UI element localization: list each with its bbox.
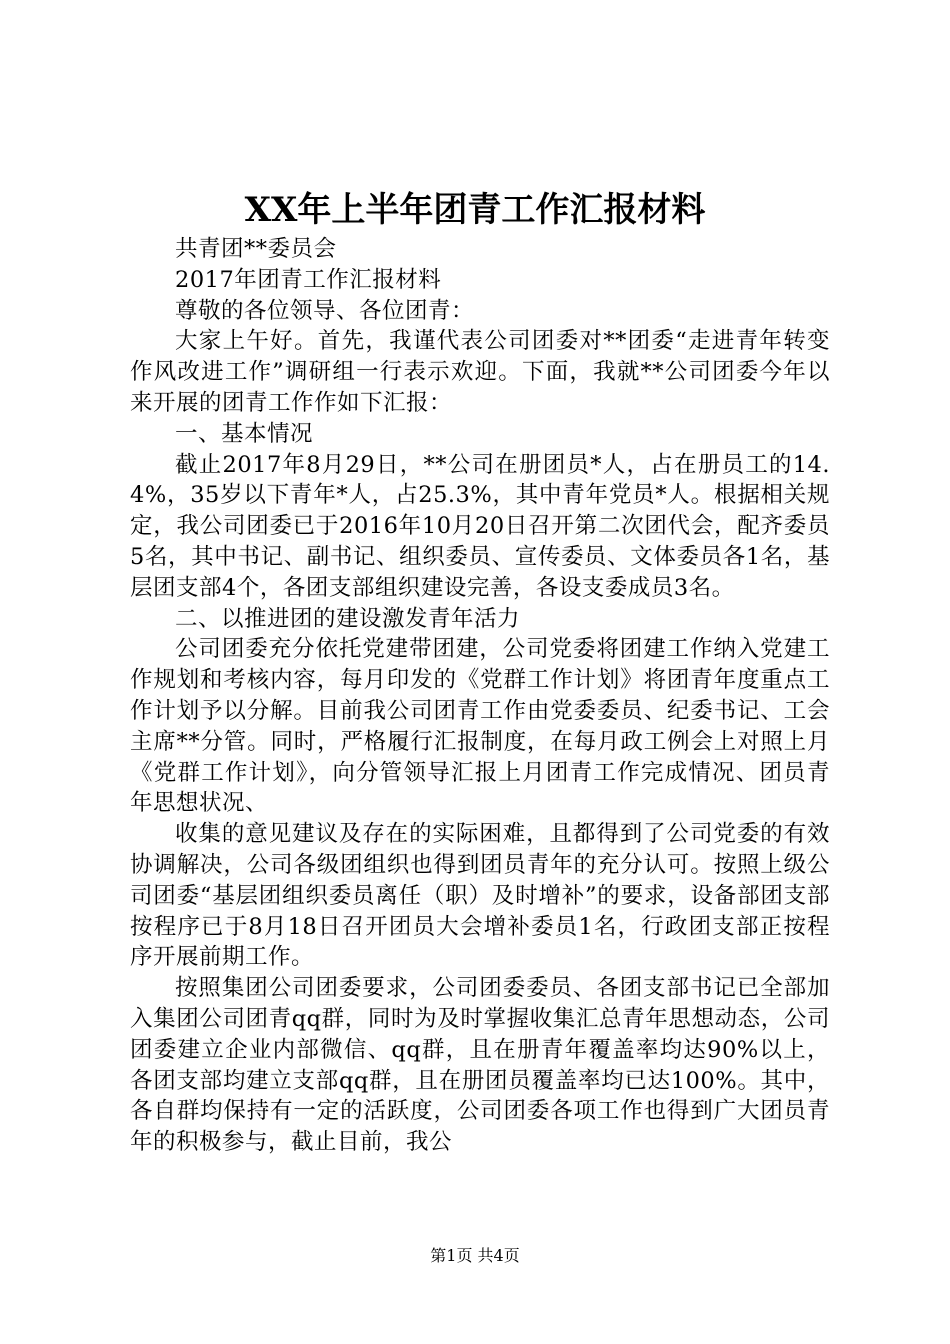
paragraph-team-building-3: 按照集团公司团委要求，公司团委委员、各团支部书记已全部加入集团公司团青qq群，同时为及时掌握收集汇总青年思想动态，公司团委建立企业内部微信、qq群，且在册青年覆盖率均达90%以上，各团支部均建立支部qq群，且在册团员覆盖率均已达100%。其中，各自群均保持有一定的活跃度，公司团委各项工作也得到广大团员青年的积极参与，截止目前，我公 <box>130 975 830 1156</box>
section-heading-basic-situation: 一、基本情况 <box>175 420 314 447</box>
paragraph-opening: 大家上午好。首先，我谨代表公司团委对**团委“走进青年转变作风改进工作”调研组一行表示欢迎。下面，我就**公司团委今年以来开展的团青工作作如下汇报： <box>130 328 830 416</box>
paragraph-team-building-2: 收集的意见建议及存在的实际困难，且都得到了公司党委的有效协调解决，公司各级团组织也得到团员青年的充分认可。按照上级公司团委“基层团组织委员离任（职）及时增补”的要求，设备部团支部按程序已于8月18日召开团员大会增补委员1名，行政团支部正按程序开展前期工作。 <box>130 821 830 971</box>
page-footer: 第1页 共4页 <box>430 1246 520 1265</box>
document-title: XX年上半年团青工作汇报材料 <box>244 190 706 230</box>
document-body <box>130 234 830 1158</box>
paragraph-team-building-1: 公司团委充分依托党建带团建，公司党委将团建工作纳入党建工作规划和考核内容，每月印发的《党群工作计划》将团青年度重点工作计划予以分解。目前我公司团青工作由党委委员、纪委书记、工会主席**分管。同时，严格履行汇报制度，在每月政工例会上对照上月《党群工作计划》，向分管领导汇报上月团青工作完成情况、团员青年思想状况、 <box>130 636 830 817</box>
section-heading-team-building: 二、以推进团的建设激发青年活力 <box>175 605 521 632</box>
paragraph-subtitle: 2017年团青工作汇报材料 <box>175 266 442 293</box>
paragraph-basic-situation: 截止2017年8月29日，**公司在册团员*人，占在册员工的14.4%，35岁以下青年*人，占25.3%，其中青年党员*人。根据相关规定，我公司团委已于2016年10月20日召开第二次团代会，配齐委员5名，其中书记、副书记、组织委员、宣传委员、文体委员各1名，基层团支部4个，各团支部组织建设完善，各设支委成员3名。 <box>130 451 830 601</box>
paragraph-salutation: 尊敬的各位领导、各位团青： <box>175 297 475 324</box>
paragraph-organization: 共青团**委员会 <box>175 236 337 262</box>
